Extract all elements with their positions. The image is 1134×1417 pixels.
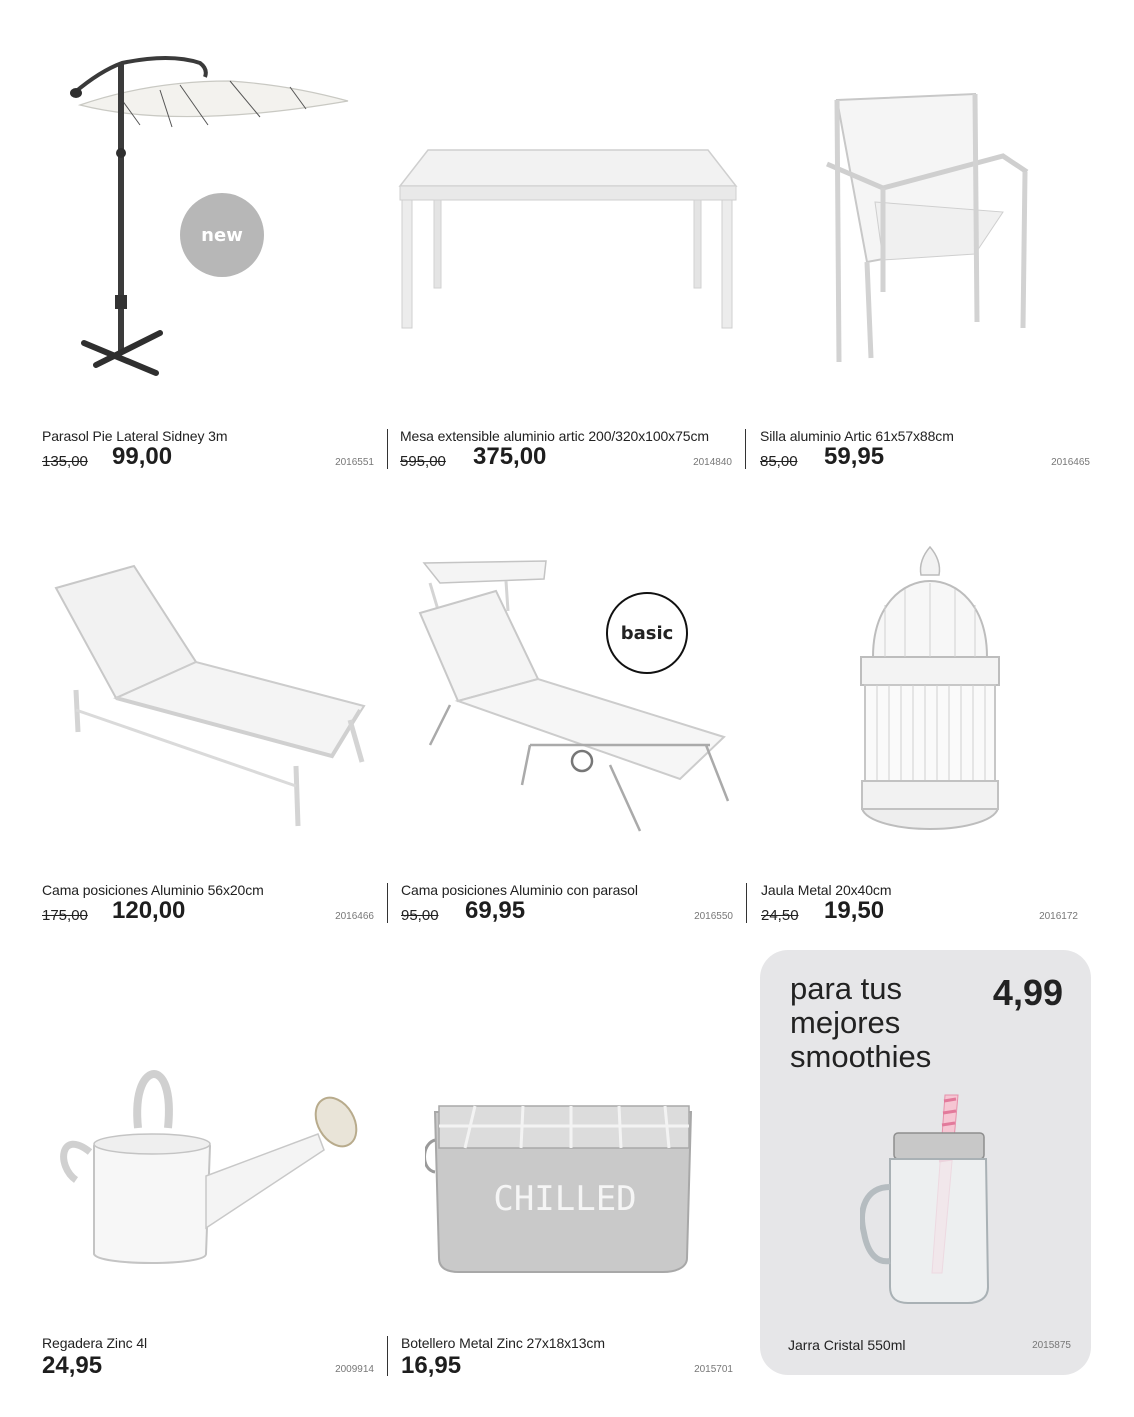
old-price: 135,00 [42, 453, 88, 470]
old-price: 85,00 [760, 453, 798, 470]
product-name: Regadera Zinc 4l [42, 1335, 148, 1351]
product-card [760, 428, 1090, 478]
mason-jar-image [860, 1093, 995, 1308]
price: 120,00 [112, 897, 186, 924]
new-badge [180, 193, 264, 277]
product-card [761, 882, 1078, 932]
promo-tagline: para tus mejores smoothies [790, 971, 932, 1074]
sun-lounger-with-shade-image [410, 555, 730, 840]
product-code: 2014840 [693, 457, 732, 468]
product-code: 2016551 [335, 457, 374, 468]
column-divider [745, 429, 746, 469]
product-code: 2016465 [1051, 457, 1090, 468]
column-divider [746, 883, 747, 923]
column-divider [387, 883, 388, 923]
product-code: 2016172 [1039, 911, 1078, 922]
price: 99,00 [112, 443, 173, 470]
column-divider [387, 1336, 388, 1376]
bottle-holder-image [425, 1100, 705, 1275]
product-name: Cama posiciones Aluminio con parasol [401, 882, 638, 898]
price: 24,95 [42, 1352, 103, 1379]
old-price: 595,00 [400, 453, 446, 470]
basic-badge [606, 592, 688, 674]
chair-image [825, 92, 1030, 372]
product-code: 2016550 [694, 911, 733, 922]
promo-panel [760, 950, 1091, 1375]
old-price: 24,50 [761, 907, 799, 924]
promo-product-code: 2015875 [1032, 1340, 1071, 1351]
product-card [401, 1335, 741, 1385]
product-card [42, 882, 382, 932]
product-name: Silla aluminio Artic 61x57x88cm [760, 428, 954, 444]
product-card [400, 428, 740, 478]
table-image [398, 148, 738, 330]
product-name: Cama posiciones Aluminio 56x20cm [42, 882, 264, 898]
price: 69,95 [465, 897, 526, 924]
old-price: 175,00 [42, 907, 88, 924]
product-card [401, 882, 741, 932]
product-name: Botellero Metal Zinc 27x18x13cm [401, 1335, 605, 1351]
product-name: Jaula Metal 20x40cm [761, 882, 892, 898]
sun-lounger-image [50, 560, 370, 830]
promo-product-name: Jarra Cristal 550ml [788, 1337, 906, 1353]
product-card [42, 428, 382, 478]
birdcage-image [855, 545, 1005, 835]
column-divider [387, 429, 388, 469]
price: 375,00 [473, 443, 547, 470]
price: 16,95 [401, 1352, 462, 1379]
watering-can-image [50, 1068, 365, 1273]
new-badge-label: new [201, 224, 243, 246]
product-name: Mesa extensible aluminio artic 200/320x100x75cm [400, 428, 709, 444]
product-card [42, 1335, 382, 1385]
old-price: 95,00 [401, 907, 439, 924]
price: 19,50 [824, 897, 885, 924]
promo-price: 4,99 [992, 972, 1063, 1013]
product-name: Parasol Pie Lateral Sidney 3m [42, 428, 228, 444]
price: 59,95 [824, 443, 885, 470]
bottle-holder-print: CHILLED [493, 1179, 637, 1219]
product-code: 2015701 [694, 1364, 733, 1375]
basic-badge-label: basic [620, 622, 674, 644]
product-code: 2009914 [335, 1364, 374, 1375]
product-code: 2016466 [335, 911, 374, 922]
